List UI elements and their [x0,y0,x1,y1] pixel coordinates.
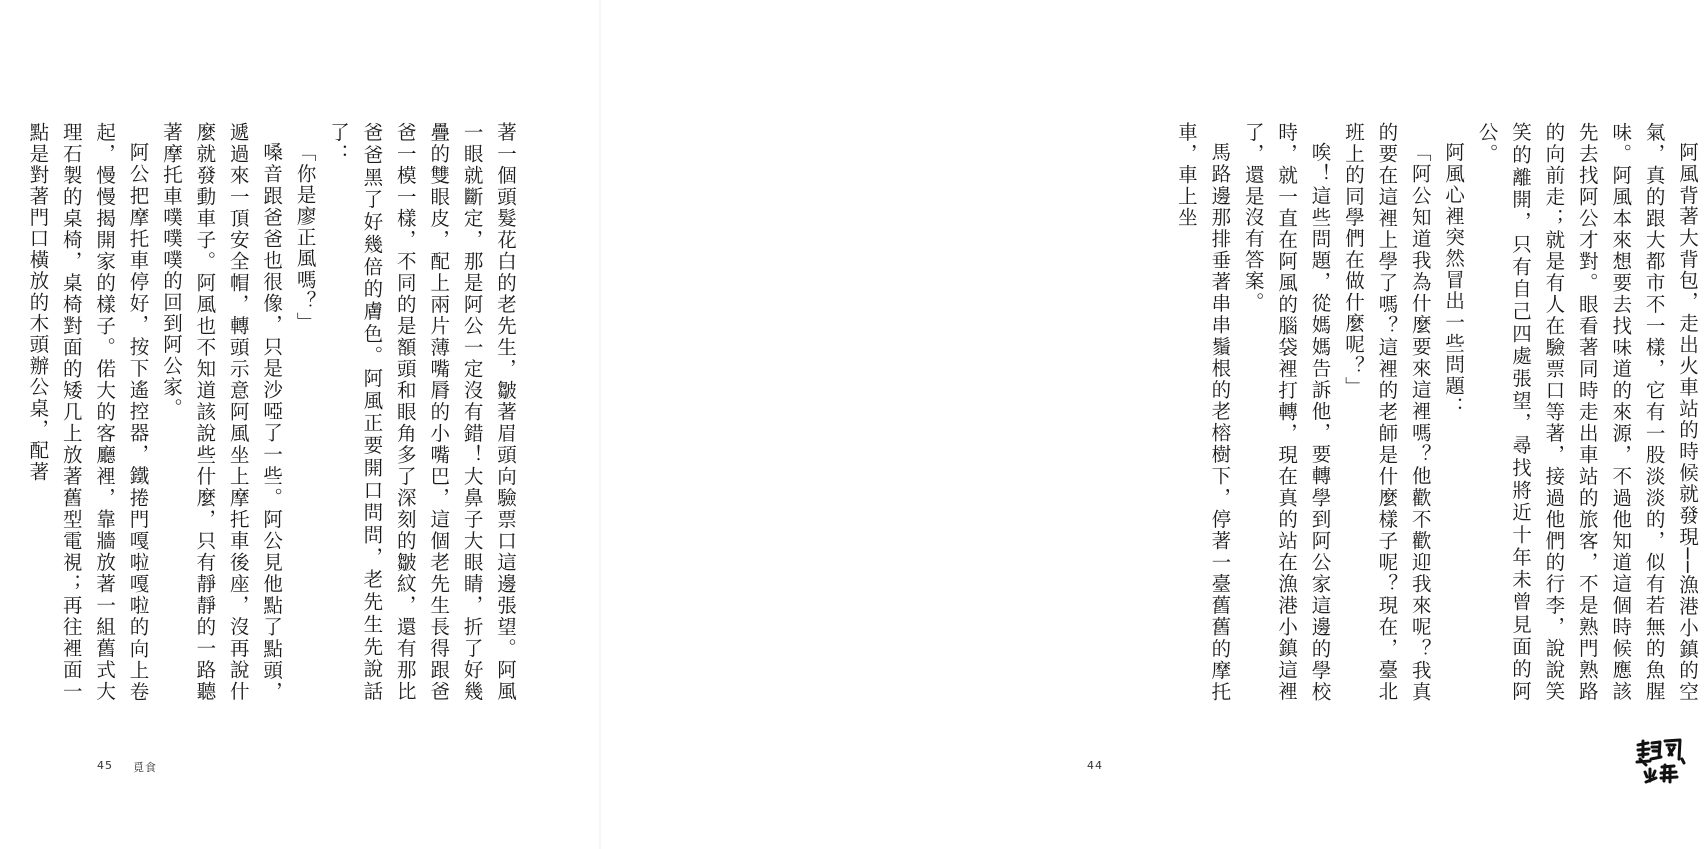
dialogue-line: 「你是廖正風嗎？」 [293,141,317,333]
paragraph: 著一個頭髮花白的老先生，皺著眉頭向驗票口這邊張望。阿風一眼就斷定，那是阿公一定沒有錯！大鼻子大眼睛，折了好幾疊的雙眼皮，配上兩片薄嘴脣的小嘴巴，這個老先生長得跟爸爸一模一樣，不同的是額頭和眼角多了深刻的皺紋，還有那比爸爸黑了好幾倍的膚色。阿風正要開口問問，老先生先說話了： [326,122,517,702]
running-title: 覓食 [133,761,157,774]
paragraph: 阿風心裡突然冒出一些問題： [1442,141,1466,418]
paragraph: 阿風背著大背包，走出火車站的時候就發現──漁港小鎮的空氣，真的跟大都市不一樣，它有一股淡淡的，似有若無的魚腥味。阿風本來想要去找味道的來源，不過他知道這個時候應該先去找阿公才對。眼看著同時走出車站的旅客，不是熟門熟路的向前走；就是有人在驗票口等著，接過他們的行李，說說笑笑的離開，只有自己四處張望，尋找將近十年未曾見面的阿公。 [1475,122,1699,702]
paragraph: 唉！這些問題，從媽媽告訴他，要轉學到阿公家這邊的學校時，就一直在阿風的腦袋裡打轉，現在真的站在漁港小鎮這裡了，還是沒有答案。 [1241,122,1332,702]
right-page-text [1174,122,1704,702]
paragraph: 馬路邊那排垂著串串鬚根的老榕樹下，停著一臺舊舊的摩托車，車上坐 [1174,122,1232,702]
page-number: 44 [1087,759,1103,772]
dialogue-line: 「阿公知道我為什麼要來這裡嗎？他歡不歡迎我來呢？我真的要在這裡上學了嗎？這裡的老師是什麼樣子呢？現在，臺北班上的同學們在做什麼呢？」 [1341,122,1432,702]
page-number: 45 [97,759,113,772]
left-page-text [26,122,522,702]
paragraph: 嗓音跟爸爸也很像，只是沙啞了一些。阿公見他點了點頭，遞過來一頂安全帽，轉頭示意阿風坐上摩托車後座，沒再說什麼就發動車子。阿風也不知道該說些什麼，只有靜靜的一路聽著摩托車噗噗噗的回到阿公家。 [159,122,284,702]
left-page [0,0,600,849]
book-logo-icon [1634,735,1686,785]
right-page [600,0,1699,849]
paragraph: 阿公把摩托車停好，按下遙控器，鐵捲門嘎啦嘎啦的向上卷起，慢慢揭開家的樣子。偌大的客廳裡，靠牆放著一組舊式大理石製的桌椅，桌椅對面的矮几上放著舊型電視；再往裡面一點是對著門口橫放的木頭辦公桌，配著 [26,122,150,702]
